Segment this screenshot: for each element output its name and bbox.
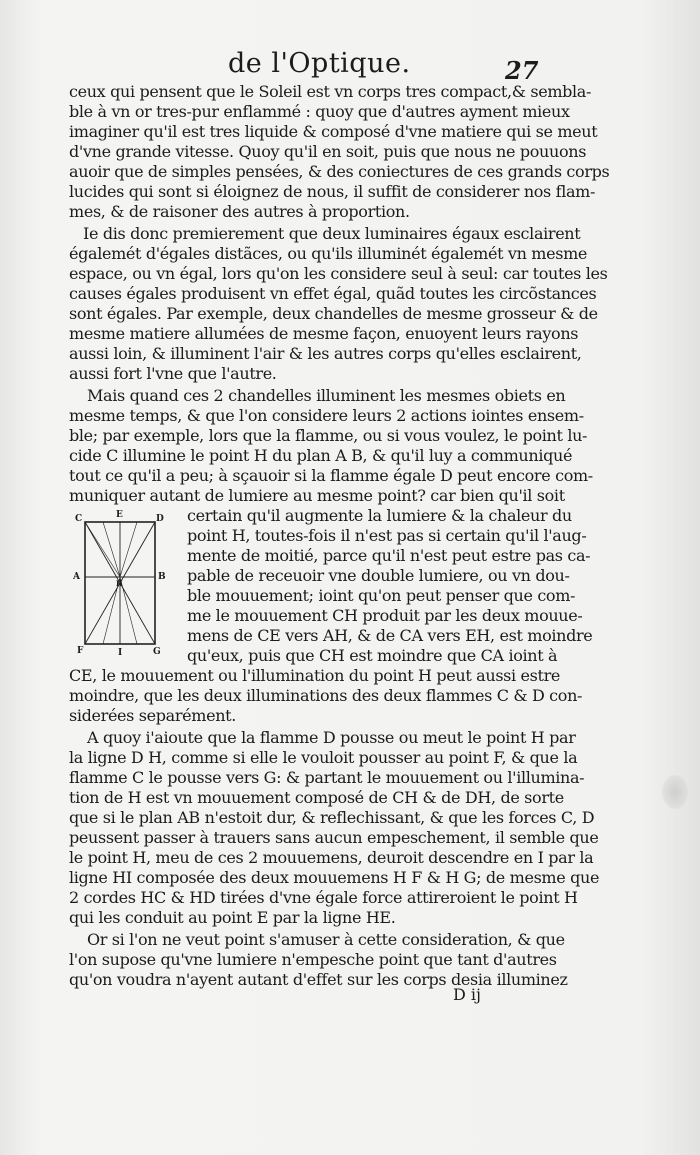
text-line: me le mouuement CH produit par les deux mouue-	[187, 606, 583, 625]
text-line: égalemét d'égales distãces, ou qu'ils illuminét égalemét vn mesme	[69, 244, 588, 263]
text-line: Mais quand ces 2 chandelles illuminent les mesmes obiets en	[87, 386, 566, 405]
label-d: D	[156, 514, 164, 524]
text-line: cide C illumine le point H du plan A B, & qu'il luy a communiqué	[69, 446, 573, 465]
geometric-figure	[71, 511, 171, 661]
text-line: lucides qui sont si éloignez de nous, il suffit de considerer nos flam-	[69, 182, 596, 201]
text-line: l'on supose qu'vne lumiere n'empesche point que tant d'autres	[69, 950, 557, 969]
text-line: mente de moitié, parce qu'il n'est peut estre pas ca-	[187, 546, 591, 565]
text-line: mesme matiere allumées de mesme façon, enuoyent leurs rayons	[69, 324, 579, 343]
text-line: ble mouuement; ioint qu'on peut penser que com-	[187, 586, 576, 605]
text-line: Or si l'on ne veut point s'amuser à cette consideration, & que	[87, 930, 565, 949]
label-b: B	[158, 572, 166, 582]
text-line: aussi loin, & illuminent l'air & les autres corps qu'elles esclairent,	[69, 344, 582, 363]
text-line: flamme C le pousse vers G: & partant le mouuement ou l'illumina-	[69, 768, 585, 787]
label-a: A	[73, 572, 80, 582]
text-line: mesme temps, & que l'on considere leurs 2 actions iointes ensem-	[69, 406, 584, 425]
label-i: I	[118, 648, 123, 658]
signature-mark: D ij	[453, 985, 481, 1004]
running-title: de l'Optique.	[228, 48, 411, 79]
text-line: 2 cordes HC & HD tirées d'vne égale force attireroient le point H	[69, 888, 578, 907]
ray-HC	[85, 522, 120, 577]
label-e: E	[116, 510, 123, 520]
text-line: le point H, meu de ces 2 mouuemens, deuroit descendre en I par la	[69, 848, 594, 867]
text-line: A quoy i'aioute que la flamme D pousse ou meut le point H par	[87, 728, 576, 747]
text-line: siderées separément.	[69, 706, 236, 725]
text-line: muniquer autant de lumiere au mesme point? car bien qu'il soit	[69, 486, 565, 505]
label-c: C	[75, 514, 83, 524]
text-line: Ie dis donc premierement que deux luminaires égaux esclairent	[83, 224, 581, 243]
text-line: espace, ou vn égal, lors qu'on les considere seul à seul: car toutes les	[69, 264, 608, 283]
label-f: F	[77, 646, 84, 656]
text-line: ble; par exemple, lors que la flamme, ou si vous voulez, le point lu-	[69, 426, 588, 445]
text-line: peussent passer à trauers sans aucun empeschement, il semble que	[69, 828, 599, 847]
text-line: moindre, que les deux illuminations des deux flammes C & D con-	[69, 686, 583, 705]
text-line: sont égales. Par exemple, deux chandelles de mesme grosseur & de	[69, 304, 598, 323]
text-line: qu'eux, puis que CH est moindre que CA ioint à	[187, 646, 558, 665]
text-line: pable de receuoir vne double lumiere, ou vn dou-	[187, 566, 570, 585]
text-line: mens de CE vers AH, & de CA vers EH, est moindre	[187, 626, 593, 645]
text-line: auoir que de simples pensées, & des coniectures de ces grands corps	[69, 162, 610, 181]
text-line: d'vne grande vitesse. Quoy qu'il en soit, puis que nous ne pouuons	[69, 142, 587, 161]
text-line: ligne HI composée des deux mouuemens H F & H G; de mesme que	[69, 868, 600, 887]
text-line: ble à vn or tres-pur enflammé : quoy que d'autres ayment mieux	[69, 102, 570, 121]
page-number: 27	[505, 56, 539, 85]
text-line: mes, & de raisoner des autres à proportion.	[69, 202, 410, 221]
text-line: imaginer qu'il est tres liquide & composé d'vne matiere qui se meut	[69, 122, 598, 141]
text-line: la ligne D H, comme si elle le vouloit pousser au point F, & que la	[69, 748, 578, 767]
text-line: qu'on voudra n'ayent autant d'effet sur les corps desia illuminez	[69, 970, 568, 989]
text-line: ceux qui pensent que le Soleil est vn corps tres compact,& sembla-	[69, 82, 592, 101]
text-line: causes égales produisent vn effet égal, quãd toutes les circõstances	[69, 284, 597, 303]
text-line: certain qu'il augmente la lumiere & la chaleur du	[187, 506, 572, 525]
text-line: aussi fort l'vne que l'autre.	[69, 364, 277, 383]
text-line: tion de H est vn mouuement composé de CH & de DH, de sorte	[69, 788, 564, 807]
text-line: tout ce qu'il a peu; à sçauoir si la flamme égale D peut encore com-	[69, 466, 593, 485]
paper-stain	[662, 775, 688, 809]
label-h: H	[116, 579, 123, 588]
label-g: G	[153, 647, 161, 657]
text-line: qui les conduit au point E par la ligne HE.	[69, 908, 396, 927]
text-line: CE, le mouuement ou l'illumination du point H peut aussi estre	[69, 666, 561, 685]
text-line: point H, toutes-fois il n'est pas si certain qu'il l'aug-	[187, 526, 587, 545]
text-line: que si le plan AB n'estoit dur, & reflechissant, & que les forces C, D	[69, 808, 595, 827]
